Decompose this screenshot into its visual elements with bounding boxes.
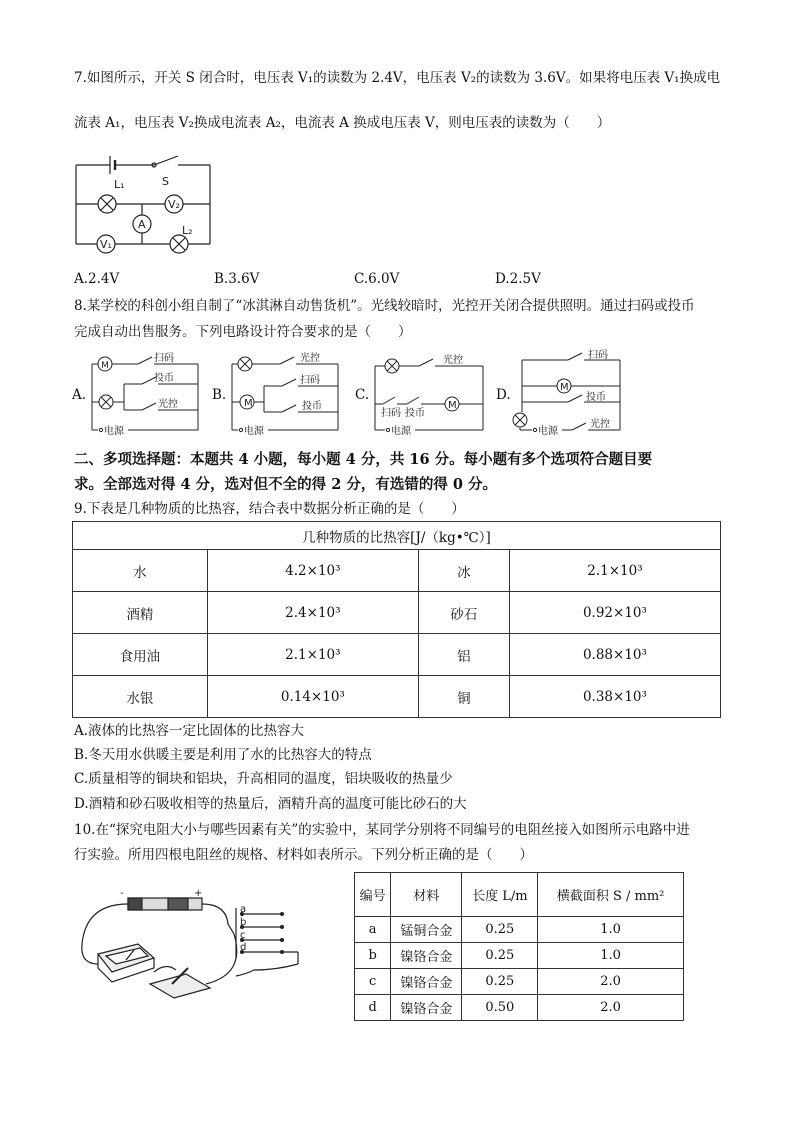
cell: 0.50 (462, 995, 538, 1021)
q8a-power: 电源 (104, 426, 124, 437)
cell: 铝 (418, 634, 509, 676)
q8-line1: 8.某学校的科创小组自制了“冰淇淋自动售货机”。光线较暗时，光控开关闭合提供照明。通过扫码或投币 (74, 298, 695, 314)
cell: 铜 (418, 676, 509, 718)
cell: 镍铬合金 (391, 969, 462, 995)
cell: d (355, 995, 391, 1021)
q7-l1-label: L₁ (114, 178, 125, 191)
cell: 2.4×10³ (207, 592, 418, 634)
q8b-motor: M (244, 398, 253, 409)
q7-s-label: S (162, 175, 169, 188)
q8c-scan: 扫码 (381, 408, 401, 419)
q8-circuit-c (371, 352, 491, 436)
q8d-scan: 扫码 (588, 350, 608, 361)
q8a-motor: M (101, 361, 109, 371)
q8d-motor: M (560, 382, 569, 393)
wire-b-label: b (240, 917, 247, 928)
q7-option-c: C.6.0V (354, 271, 400, 287)
q8b-power: 电源 (244, 426, 264, 437)
table-row (355, 969, 684, 995)
q8c-coin: 投币 (405, 408, 425, 419)
header-cell: 材料 (391, 873, 462, 917)
q9-option-c: C.质量相等的铜块和铝块，升高相同的温度，铝块吸收的热量少 (74, 771, 453, 787)
q9-stem: 9.下表是几种物质的比热容，结合表中数据分析正确的是（ ） (74, 501, 465, 517)
q9-option-a: A.液体的比热容一定比固体的比热容大 (74, 723, 305, 739)
q8-circuit-a (88, 352, 204, 436)
q7-l2-label: L₂ (182, 224, 193, 237)
cell: 镍铬合金 (391, 943, 462, 969)
cell: 冰 (418, 550, 509, 592)
table-title: 几种物质的比热容[J/（kg•℃）] (73, 522, 721, 550)
q8-circuit-b (228, 352, 344, 436)
wire-d-label: d (240, 942, 247, 953)
cell: 0.25 (462, 917, 538, 943)
section2-line2: 求。全部选对得 4 分，选对但不全的得 2 分，有选错的得 0 分。 (74, 476, 498, 493)
cell: 0.25 (462, 969, 538, 995)
table-row (73, 592, 721, 634)
header-cell: 编号 (355, 873, 391, 917)
cell: 2.1×10³ (207, 634, 418, 676)
header-cell: 长度 L/m (462, 873, 538, 917)
cell: 锰铜合金 (391, 917, 462, 943)
q8b-coin: 投币 (302, 401, 322, 412)
q8-circuit-d (510, 350, 630, 438)
cell: 0.25 (462, 943, 538, 969)
cell: 4.2×10³ (207, 550, 418, 592)
q7-option-d: D.2.5V (495, 271, 541, 287)
table-row (73, 676, 721, 718)
q7-line2: 流表 A₁，电压表 V₂换成电流表 A₂，电流表 A 换成电压表 V，则电压表的读数为（ ） (74, 115, 611, 131)
q7-circuit-diagram (74, 152, 214, 258)
table-row (73, 634, 721, 676)
q10-line1: 10.在“探究电阻大小与哪些因素有关”的实验中，某同学分别将不同编号的电阻丝接入如图所示电路中进 (74, 822, 690, 838)
q9-option-b: B.冬天用水供暖主要是利用了水的比热容大的特点 (74, 747, 372, 763)
cell: 2.0 (538, 995, 684, 1021)
cell: 砂石 (418, 592, 509, 634)
section2-line1: 二、多项选择题：本题共 4 小题，每小题 4 分，共 16 分。每小题有多个选项符合题目要 (74, 451, 653, 468)
wire-a-label: a (240, 904, 247, 915)
battery-plus-label: + (194, 888, 203, 899)
cell: b (355, 943, 391, 969)
q8a-coin: 投币 (154, 373, 174, 384)
cell: 2.1×10³ (509, 550, 720, 592)
header-cell: 横截面积 S / mm² (538, 873, 684, 917)
q8b-light: 光控 (300, 353, 320, 364)
q8d-coin: 投币 (586, 392, 606, 403)
specific-heat-table (72, 521, 721, 718)
q8a-scan: 扫码 (154, 353, 174, 364)
q7-option-b: B.3.6V (214, 271, 260, 287)
q7-a-label: A (138, 218, 146, 231)
cell: 0.14×10³ (207, 676, 418, 718)
q8c-power: 电源 (391, 426, 411, 437)
q8-line2: 完成自动出售服务。下列电路设计符合要求的是（ ） (74, 324, 412, 340)
q8-option-a: A. (72, 387, 87, 403)
resistor-wire-table (354, 872, 684, 1021)
q8b-scan: 扫码 (300, 375, 320, 386)
cell: a (355, 917, 391, 943)
q8c-light: 光控 (443, 355, 463, 366)
q7-v1-label: V₁ (100, 238, 112, 251)
q9-option-d: D.酒精和砂石吸收相等的热量后，酒精升高的温度可能比砂石的大 (74, 796, 467, 812)
q8-option-d: D. (496, 387, 511, 403)
q8d-power: 电源 (538, 426, 558, 437)
q10-line2: 行实验。所用四根电阻丝的规格、材料如表所示。下列分析正确的是（ ） (74, 847, 533, 863)
cell: 0.88×10³ (509, 634, 720, 676)
battery-minus-label: - (120, 888, 124, 899)
wire-c-label: c (240, 930, 246, 941)
cell: 1.0 (538, 917, 684, 943)
cell: 水银 (73, 676, 208, 718)
q7-v2-label: V₂ (168, 198, 180, 211)
q10-apparatus-diagram (76, 884, 308, 1004)
cell: c (355, 969, 391, 995)
cell: 酒精 (73, 592, 208, 634)
q8d-light: 光控 (590, 419, 610, 430)
cell: 0.92×10³ (509, 592, 720, 634)
table-row (73, 550, 721, 592)
cell: 1.0 (538, 943, 684, 969)
q8-option-b: B. (212, 387, 227, 403)
q8-option-c: C. (355, 387, 370, 403)
cell: 0.38×10³ (509, 676, 720, 718)
table-row (355, 995, 684, 1021)
q8a-light: 光控 (158, 399, 178, 410)
q7-option-a: A.2.4V (74, 271, 120, 287)
table-row (355, 917, 684, 943)
cell: 镍铬合金 (391, 995, 462, 1021)
cell: 食用油 (73, 634, 208, 676)
q7-line1: 7.如图所示，开关 S 闭合时，电压表 V₁的读数为 2.4V，电压表 V₂的读数为 3.6V。如果将电压表 V₁换成电 (74, 70, 721, 86)
cell: 2.0 (538, 969, 684, 995)
q8c-motor: M (448, 400, 457, 411)
table-row (355, 943, 684, 969)
cell: 水 (73, 550, 208, 592)
